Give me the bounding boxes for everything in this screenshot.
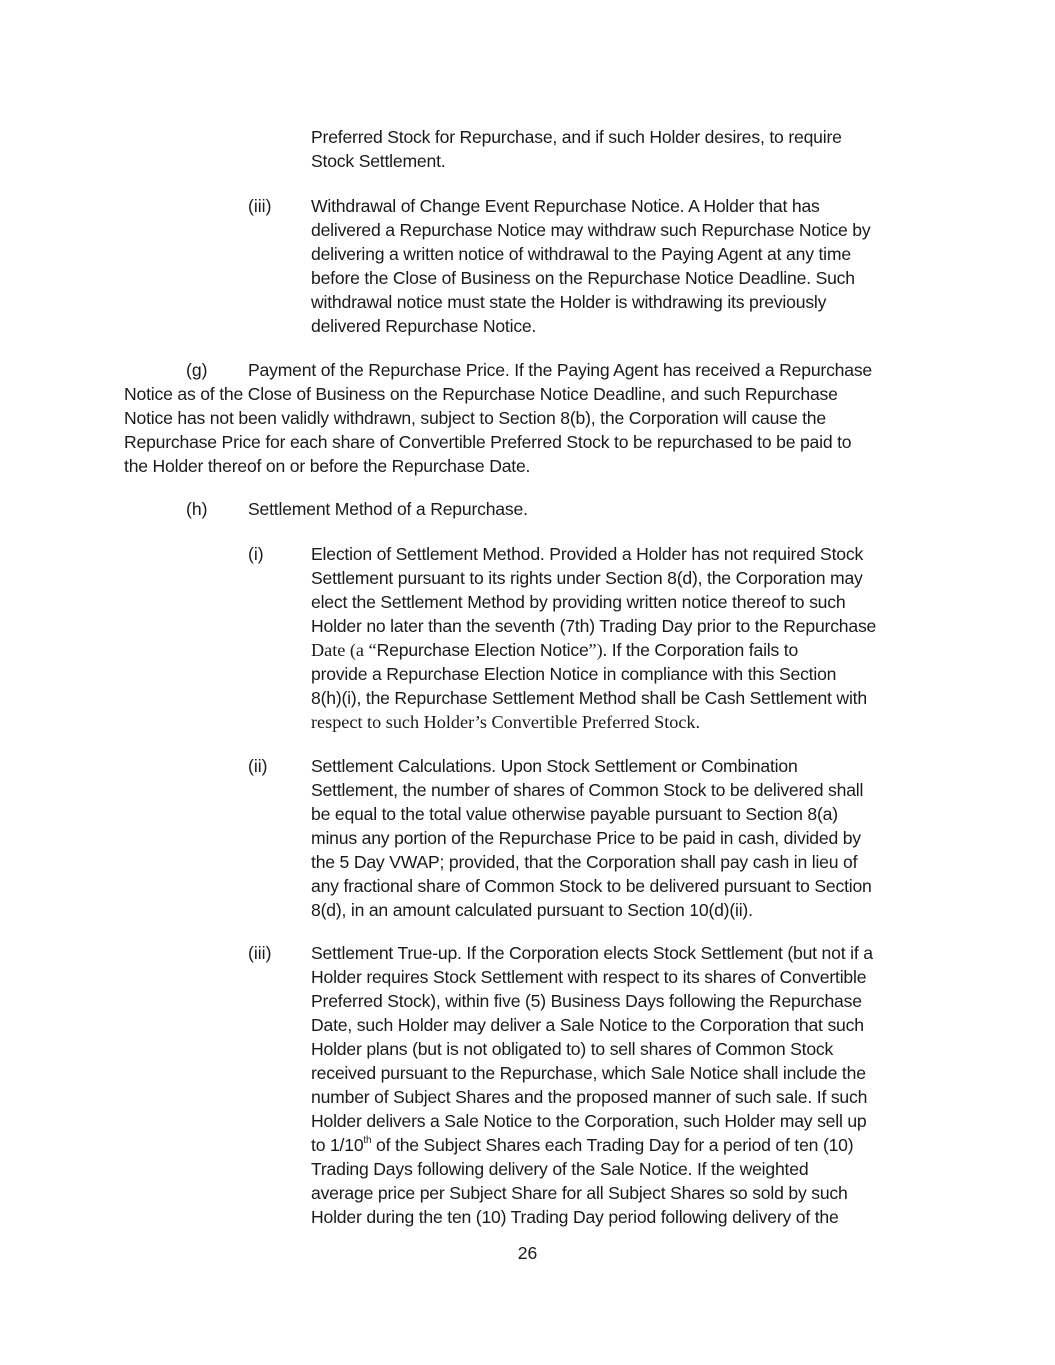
text-line: Holder delivers a Sale Notice to the Corporation, such Holder may sell up [311, 1111, 867, 1131]
text-line: respect to such Holder’s Convertible Preferred Stock. [311, 712, 701, 732]
ordinal-superscript: th [363, 1135, 372, 1147]
clause-label: (h) [186, 499, 208, 519]
text-line: Settlement True-up. If the Corporation elects Stock Settlement (but not if a [311, 943, 873, 963]
text-line: Holder no later than the seventh (7th) Trading Day prior to the Repurchase [311, 616, 877, 636]
clause-label: (i) [248, 544, 264, 564]
text-run: ”). [588, 640, 612, 660]
text-run: of the Subject Shares each Trading Day for a period of ten (10) [371, 1135, 854, 1155]
text-line: Preferred Stock), within five (5) Business Days following the Repurchase [311, 991, 862, 1011]
page-number: 26 [517, 1243, 538, 1263]
clause-label: (ii) [248, 756, 268, 776]
text-line: Notice has not been validly withdrawn, subject to Section 8(b), the Corporation will cause the [124, 408, 826, 428]
text-line: delivered a Repurchase Notice may withdraw such Repurchase Notice by [311, 220, 871, 240]
text-line: number of Subject Shares and the proposed manner of such sale. If such [311, 1087, 868, 1107]
text-line: 8(h)(i), the Repurchase Settlement Method shall be Cash Settlement with [311, 688, 867, 708]
text-line: Holder plans (but is not obligated to) to sell shares of Common Stock [311, 1039, 834, 1059]
defined-term: Repurchase Election Notice [376, 640, 589, 660]
text-line: be equal to the total value otherwise payable pursuant to Section 8(a) [311, 804, 838, 824]
text-line: provide a Repurchase Election Notice in compliance with this Section [311, 664, 837, 684]
text-line: Stock Settlement. [311, 151, 446, 171]
text-line: Settlement pursuant to its rights under Section 8(d), the Corporation may [311, 568, 863, 588]
text-line: any fractional share of Common Stock to be delivered pursuant to Section [311, 876, 872, 896]
text-line: 8(d), in an amount calculated pursuant to Section 10(d)(ii). [311, 900, 753, 920]
clause-label: (iii) [248, 196, 272, 216]
text-line: Settlement, the number of shares of Common Stock to be delivered shall [311, 780, 864, 800]
text-line: minus any portion of the Repurchase Price to be paid in cash, divided by [311, 828, 861, 848]
text-line [311, 1133, 853, 1157]
text-line: elect the Settlement Method by providing written notice thereof to such [311, 592, 846, 612]
clause-label: (iii) [248, 943, 272, 963]
text-line: Payment of the Repurchase Price. If the Paying Agent has received a Repurchase [248, 360, 873, 380]
text-line: Preferred Stock for Repurchase, and if such Holder desires, to require [311, 127, 842, 147]
text-line: Settlement Calculations. Upon Stock Settlement or Combination [311, 756, 798, 776]
text-line: average price per Subject Share for all Subject Shares so sold by such [311, 1183, 848, 1203]
section-heading: Settlement Method of a Repurchase. [248, 499, 528, 519]
text-line: delivering a written notice of withdrawal to the Paying Agent at any time [311, 244, 851, 264]
text-run: If the Corporation fails to [611, 640, 799, 660]
text-line: the Holder thereof on or before the Repurchase Date. [124, 456, 531, 476]
text-line: Holder requires Stock Settlement with respect to its shares of Convertible [311, 967, 867, 987]
text-line: Repurchase Price for each share of Convertible Preferred Stock to be repurchased to be paid to [124, 432, 852, 452]
text-line: Holder during the ten (10) Trading Day period following delivery of the [311, 1207, 839, 1227]
text-line: before the Close of Business on the Repurchase Notice Deadline. Such [311, 268, 855, 288]
text-line: Date, such Holder may deliver a Sale Notice to the Corporation that such [311, 1015, 864, 1035]
text-line: received pursuant to the Repurchase, which Sale Notice shall include the [311, 1063, 866, 1083]
text-line: withdrawal notice must state the Holder is withdrawing its previously [311, 292, 827, 312]
text-line [311, 638, 798, 662]
text-run: Date (a “ [311, 640, 377, 660]
text-line: Election of Settlement Method. Provided a Holder has not required Stock [311, 544, 864, 564]
text-line: the 5 Day VWAP; provided, that the Corporation shall pay cash in lieu of [311, 852, 858, 872]
clause-label: (g) [186, 360, 208, 380]
text-line: Withdrawal of Change Event Repurchase Notice. A Holder that has [311, 196, 820, 216]
text-line: delivered Repurchase Notice. [311, 316, 537, 336]
text-line: Trading Days following delivery of the Sale Notice. If the weighted [311, 1159, 809, 1179]
text-line: Notice as of the Close of Business on the Repurchase Notice Deadline, and such Repurchase [124, 384, 838, 404]
text-run: to 1/10 [311, 1135, 364, 1155]
